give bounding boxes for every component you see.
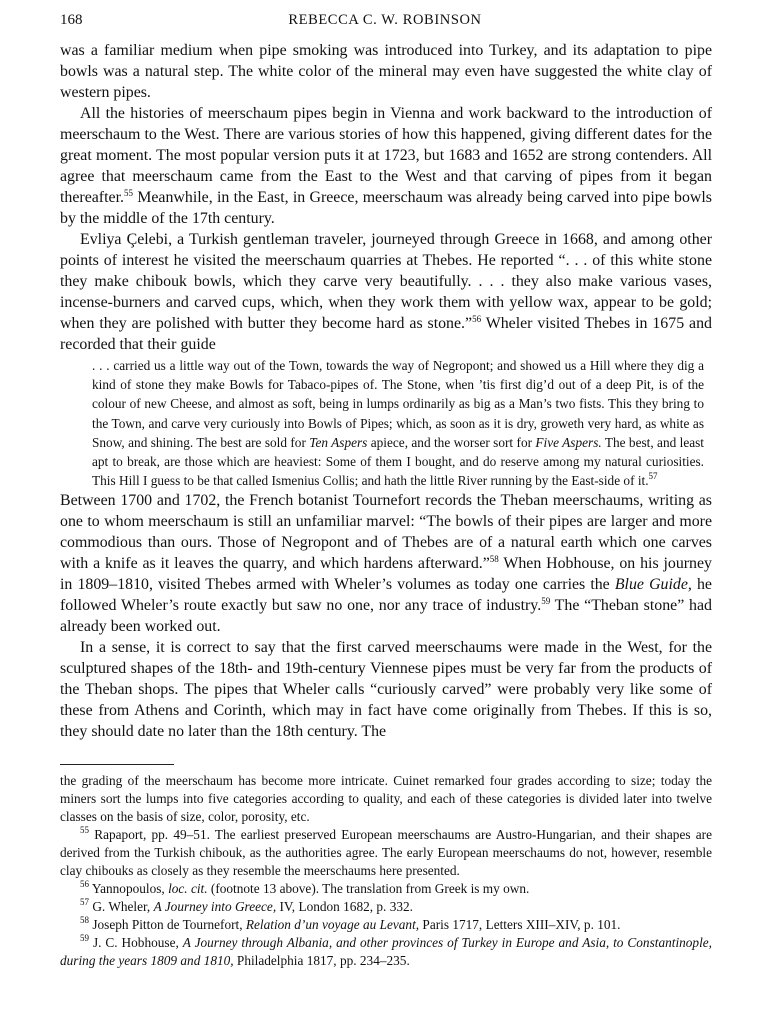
footnote-number: 56	[80, 879, 89, 889]
paragraph-text: Meanwhile, in the East, in Greece, meerschaum was already being carved into pipe bowls by the middle of the 17th century.	[60, 189, 712, 227]
footnote-italic: A Journey into Greece,	[153, 899, 277, 914]
paragraph-continued: was a familiar medium when pipe smoking was introduced into Turkey, and its adaptation to pipe bowls was a natural step. The white color of the mineral may even have suggested the white clay of western pipes.	[60, 42, 712, 101]
footnote-italic: A Journey through Albania, and other provinces of Turkey in Europe and Asia, to Constantinople, during the years 1809 and 1810,	[60, 935, 713, 968]
footnote-ref-59: 59	[541, 596, 551, 607]
block-quote	[60, 356, 712, 490]
footnote-text: Philadelphia 1817, pp. 234–235.	[233, 953, 410, 968]
footnote-text: J. C. Hobhouse,	[89, 935, 183, 950]
footnote-text: Joseph Pitton de Tournefort,	[89, 917, 246, 932]
paragraph-text: Between 1700 and 1702, the French botanist Tournefort records the Theban meerschaums, writing as one to whom meerschaum is still an unfamiliar marvel: “The bowls of their pipes are larger and more commodious than ours. Those of Negropont and of Thebes are of a natural earth which one carves with a knife as it leaves the quarry, and which hardens afterward.”	[60, 492, 712, 573]
footnote-57	[60, 898, 712, 916]
paragraph-text: The “Theban stone” had already been worked out.	[60, 597, 712, 636]
paragraph-histories	[60, 103, 712, 229]
footnote-text: G. Wheler,	[89, 899, 154, 914]
running-head: REBECCA C. W. ROBINSON	[288, 12, 482, 28]
quote-text: The best, and least apt to break, are those which are heaviest: Some of them I bought, and do reserve among my natural curiosities. This Hill I guess to be that called Ismenius Collis; and hath the little River running by the East-side of it.	[92, 434, 705, 489]
page-header	[60, 12, 710, 36]
paragraph-in-a-sense: In a sense, it is correct to say that the first carved meerschaums were made in the West, for the sculptured shapes of the 18th- and 19th-century Viennese pipes must be very far from the products of the Theban shops. The pipes that Wheler calls “curiously carved” were probably very like some of these from Athens and Corinth, which may in fact have come originally from Thebes. If this is so, they should date no later than the 18th century. The	[60, 639, 712, 741]
footnote-ref-57: 57	[648, 471, 658, 482]
quote-text: apiece, and the worser sort for	[367, 434, 536, 450]
quote-text: . . . carried us a little way out of the Town, towards the way of Negropont; and showed us a Hill where they dig a kind of stone they make Bowls for Tabaco-pipes of. The Stone, when ’tis first dig’d out of a deep Pit, is of the colour of new Cheese, and almost as soft, being in lumps ordinarily as big as a Man’s two fists. This they bring to the Town, and carve very curiously into Bowls of Pipes; which, as soon as it is dry, groweth very hard, as white as Snow, and shining. The best are sold for	[92, 358, 704, 450]
footnote-continued: the grading of the meerschaum has become more intricate. Cuinet remarked four grades according to size; today the miners sort the lumps into five categories according to quality, and each of these categories is divided later into twelve classes on the basis of size, color, porosity, etc.	[60, 773, 712, 824]
footnote-text: IV, London 1682, p. 332.	[276, 899, 413, 914]
paragraph-text: All the histories of meerschaum pipes begin in Vienna and work backward to the introduction of meerschaum to the West. There are various stories of how this happened, giving different dates for the great moment. The most popular version puts it at 1723, but 1683 and 1652 are strong contenders. All agree that meerschaum came from the East to the West and that carving of pipes from it began thereafter.	[60, 105, 712, 206]
footnote-56	[60, 880, 712, 898]
footnote-text: Yannopoulos,	[89, 881, 169, 896]
paragraph-text: Wheler visited Thebes in 1675 and recorded that their guide	[60, 315, 712, 353]
footnote-ref-55: 55	[123, 188, 133, 198]
footnote-58	[60, 916, 712, 934]
paragraph-text: When Hobhouse, on his journey in 1809–1810, visited Thebes armed with Wheler’s volumes as today one carries the	[60, 555, 712, 594]
book-title: Blue Guide,	[614, 576, 692, 594]
footnote-divider	[60, 764, 174, 765]
paragraph-evliya	[60, 229, 712, 355]
paragraph-text: Evliya Çelebi, a Turkish gentleman traveler, journeyed through Greece in 1668, and among other points of interest he visited the meerschaum quarries at Thebes. He reported “. . . of this white stone they make chibouk bowls, which they carve very beautifully. . . . they also make various vases, incense-burners and carved cups, which, when they work them with yellow wax, appear to be gold; when they are polished with butter they become hard as stone.”	[60, 231, 712, 332]
quote-italic: Ten Aspers	[309, 434, 368, 450]
footnote-text: Rapaport, pp. 49–51. The earliest preserved European meerschaums are Austro-Hungarian, and their shapes are derived from the Turkish chibouk, as the authorities agree. The early European meerschaums do not, however, resemble clay chibouks as closely as they resemble the meerschaums here presented.	[60, 827, 712, 878]
footnote-italic: loc. cit.	[168, 881, 208, 896]
footnote-text: (footnote 13 above). The translation from Greek is my own.	[207, 881, 530, 896]
footnote-number: 59	[80, 933, 89, 943]
footnote-ref-56: 56	[472, 314, 482, 324]
footnote-number: 57	[80, 897, 89, 907]
paragraph-tournefort	[60, 490, 712, 637]
paragraph-text: he followed Wheler’s route exactly but saw no one, nor any trace of industry.	[60, 576, 712, 615]
footnote-55	[60, 826, 712, 880]
footnotes	[60, 772, 712, 970]
footnote-ref-58: 58	[489, 554, 499, 565]
footnote-italic: Relation d’un voyage au Levant,	[245, 917, 420, 932]
footnote-number: 58	[80, 915, 89, 925]
quote-italic: Five Aspers.	[535, 434, 602, 450]
footnote-59	[60, 934, 712, 970]
main-text	[60, 40, 712, 742]
page-number: 168	[60, 12, 83, 28]
footnote-number: 55	[80, 825, 89, 835]
footnote-text: Paris 1717, Letters XIII–XIV, p. 101.	[419, 917, 621, 932]
